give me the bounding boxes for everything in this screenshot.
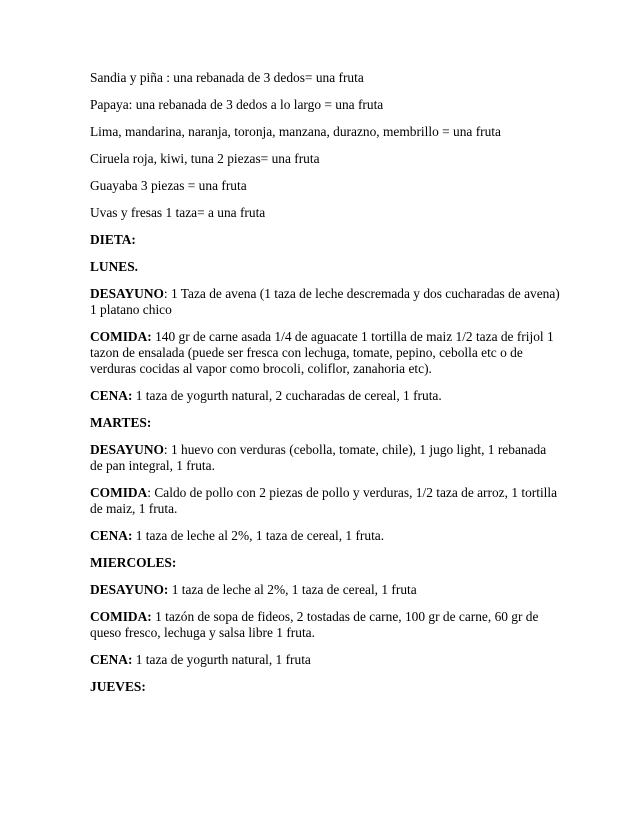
meal-cena-martes	[90, 528, 560, 544]
day-heading-jueves: JUEVES:	[90, 679, 146, 694]
fruit-equivalent-line: Lima, mandarina, naranja, toronja, manzana, durazno, membrillo = una fruta	[90, 124, 501, 139]
day-heading-lunes: LUNES.	[90, 259, 138, 274]
meal-desayuno-miercoles	[90, 582, 560, 598]
meal-label: COMIDA	[90, 485, 148, 500]
meal-text: 1 taza de yogurth natural, 2 cucharadas de cereal, 1 fruta.	[132, 388, 442, 403]
day-heading-miercoles: MIERCOLES:	[90, 555, 177, 570]
meal-text: : 1 Taza de avena (1 taza de leche descremada y dos cucharadas de avena) 1 platano chico	[90, 286, 560, 317]
meal-comida-lunes	[90, 329, 560, 377]
meal-label: DESAYUNO:	[90, 582, 169, 597]
diet-title: DIETA:	[90, 232, 136, 247]
document-page	[90, 70, 560, 706]
meal-text: 140 gr de carne asada 1/4 de aguacate 1 tortilla de maiz 1/2 taza de frijol 1 tazon de ensalada (puede ser fresca con lechuga, tomate, pepino, cebolla etc o de verduras cocidas al vapor como brocoli, coliflor, zanahoria etc).	[90, 329, 554, 376]
meal-label: COMIDA:	[90, 329, 152, 344]
meal-label: DESAYUNO	[90, 442, 164, 457]
day-heading-martes: MARTES:	[90, 415, 152, 430]
meal-label: CENA:	[90, 388, 133, 403]
meal-desayuno-martes	[90, 442, 560, 474]
meal-text: 1 tazón de sopa de fideos, 2 tostadas de carne, 100 gr de carne, 60 gr de queso fresco, lechuga y salsa libre 1 fruta.	[90, 609, 539, 640]
meal-cena-miercoles	[90, 652, 560, 668]
meal-desayuno-lunes	[90, 286, 560, 318]
meal-label: CENA:	[90, 528, 133, 543]
fruit-equivalent-line: Sandia y piña : una rebanada de 3 dedos= una fruta	[90, 70, 364, 85]
fruit-equivalent-line: Ciruela roja, kiwi, tuna 2 piezas= una fruta	[90, 151, 320, 166]
fruit-equivalent-line: Papaya: una rebanada de 3 dedos a lo largo = una fruta	[90, 97, 384, 112]
meal-cena-lunes	[90, 388, 560, 404]
meal-text: : Caldo de pollo con 2 piezas de pollo y verduras, 1/2 taza de arroz, 1 tortilla de maiz, 1 fruta.	[90, 485, 558, 516]
meal-text: 1 taza de leche al 2%, 1 taza de cereal, 1 fruta.	[132, 528, 385, 543]
meal-comida-martes	[90, 485, 560, 517]
meal-label: COMIDA:	[90, 609, 152, 624]
meal-comida-miercoles	[90, 609, 560, 641]
meal-text: 1 taza de leche al 2%, 1 taza de cereal, 1 fruta	[168, 582, 417, 597]
meal-text: : 1 huevo con verduras (cebolla, tomate, chile), 1 jugo light, 1 rebanada de pan integral, 1 fruta.	[90, 442, 547, 473]
meal-label: CENA:	[90, 652, 133, 667]
meal-label: DESAYUNO	[90, 286, 164, 301]
fruit-equivalent-line: Guayaba 3 piezas = una fruta	[90, 178, 247, 193]
fruit-equivalent-line: Uvas y fresas 1 taza= a una fruta	[90, 205, 266, 220]
meal-text: 1 taza de yogurth natural, 1 fruta	[132, 652, 311, 667]
